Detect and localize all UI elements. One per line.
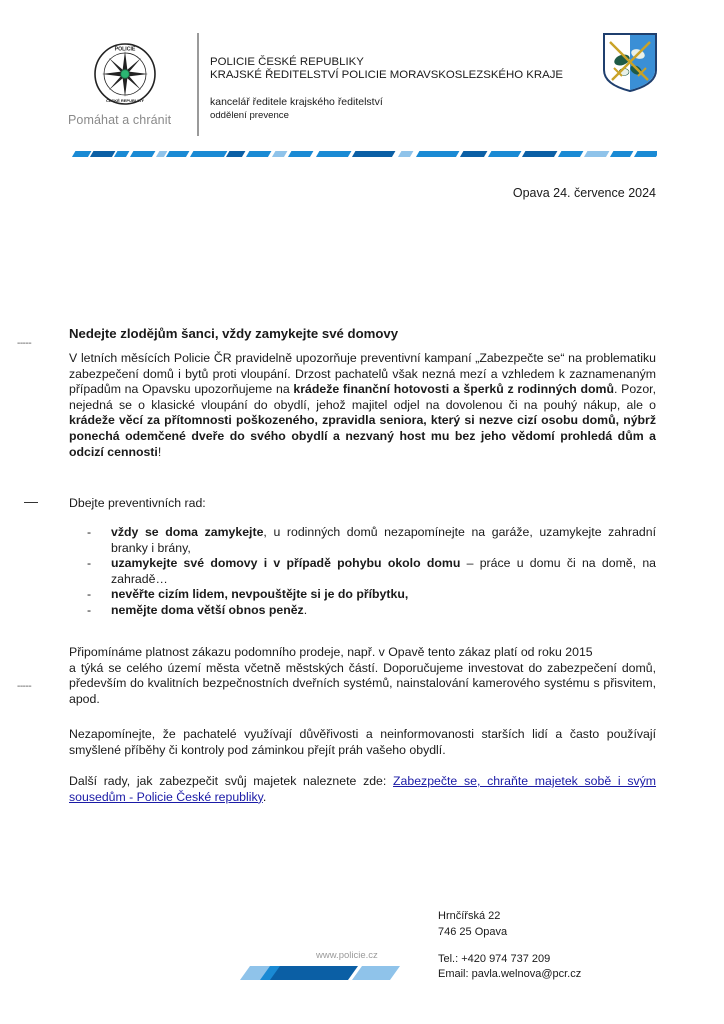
department-unit: oddělení prevence (210, 110, 289, 121)
intro-emphasis: krádeže věcí za přítomnosti poškozeného, zpravidla seniora, který si nezve cizí osobu domů, nýbrž ponechá odemčené dveře do svého obydlí a nezvaný host mu bez jeho vědomí prohledá dům a odcizí cennosti (69, 413, 656, 459)
org-region: KRAJSKÉ ŘEDITELSTVÍ POLICIE MORAVSKOSLEZSKÉHO KRAJE (210, 69, 563, 81)
advice-heading: Dbejte preventivních rad: (69, 496, 206, 510)
address-city: 746 25 Opava (438, 926, 508, 938)
letter-date: Opava 24. července 2024 (512, 186, 656, 200)
advice-list (87, 525, 656, 619)
article-title: Nedejte zlodějům šanci, vždy zamykejte své domovy (69, 326, 399, 341)
intro-text: ! (157, 444, 162, 459)
advice-item-bold: vždy se doma zamykejte (111, 525, 264, 539)
more-info-paragraph (69, 774, 656, 805)
svg-text:ČESKÉ REPUBLIKY: ČESKÉ REPUBLIKY (105, 98, 145, 103)
motto: Pomáhat a chránit (68, 113, 172, 127)
advice-item: - nevěřte cizím lidem, nevpouštějte si je do příbytku, (87, 587, 409, 602)
paragraph-line: Připomínáme platnost zákazu podomního prodeje, např. v Opavě tento zákaz platí od roku 2015 (69, 645, 593, 659)
more-info-text: Další rady, jak zabezpečit svůj majetek naleznete zde: (69, 774, 394, 788)
advice-item-text: – práce u domu či na domě, na zahradě… (111, 556, 656, 586)
contact-email: Email: pavla.welnova@pcr.cz (438, 968, 582, 980)
margin-punch-mark (24, 502, 38, 503)
header-divider (197, 33, 199, 136)
org-name: POLICIE ČESKÉ REPUBLIKY (210, 56, 364, 68)
header-stripe (70, 150, 657, 158)
coat-of-arms-icon (602, 32, 658, 92)
address-street: Hrnčířská 22 (438, 910, 501, 922)
intro-emphasis: krádeže finanční hotovosti a šperků z rodinných domů (293, 382, 614, 397)
footer-stripe (240, 966, 400, 980)
more-info-text: . (262, 789, 267, 804)
advice-item-bold: uzamykejte své domovy i v případě pohybu okolo domu (111, 556, 461, 571)
warning-paragraph: Nezapomínejte, že pachatelé využívají důvěřivosti a neinformovanosti starších lidí a často používají smyšlené příběhy či kontroly pod záminkou přejít práh vašeho obydlí. (69, 727, 656, 757)
intro-text: V letních měsících Policie ČR pravidelně upozorňuje preventivní kampaní „Zabezpečte se“ na problematiku zabezpečení domů i bytů proti vloupání. Drzost pachatelů však nezná mezí a vzhledem k zaznamenaným případům na Opavsku upozorňujeme na (69, 351, 656, 397)
paragraph-rest: a týká se celého území města včetně městských částí. Doporučujeme investovat do zabezpečení domů, především do kvalitních bezpečnostních dveřních systémů, nainstalování kamerového systému s přisvitem, apod. (69, 660, 656, 706)
police-star-badge-icon (93, 42, 157, 106)
police-logo (65, 36, 195, 136)
advice-item: - nemějte doma větší obnos peněz. (87, 602, 308, 617)
advice-item-text: , u rodinných domů nezapomínejte na garáže, uzamykejte zahradní branky i brány, (111, 525, 656, 555)
margin-fold-mark: ----- (17, 338, 32, 349)
svg-text:POLICIE: POLICIE (114, 46, 136, 53)
contact-phone: Tel.: +420 974 737 209 (438, 953, 551, 965)
advice-item: - uzamykejte své domovy i v případě pohybu okolo domu – práce u domu či na domě, na zahradě… (87, 556, 656, 586)
door-to-door-paragraph (69, 645, 656, 707)
advice-item-text: . (303, 602, 308, 617)
prevention-link[interactable]: Zabezpečte se, chraňte majetek sobě i svým sousedům - Policie České republiky (69, 774, 657, 804)
department-office: kancelář ředitele krajského ředitelství (210, 96, 383, 108)
advice-item-bold: nemějte doma větší obnos peněz (111, 602, 304, 617)
advice-item: - vždy se doma zamykejte, u rodinných domů nezapomínejte na garáže, uzamykejte zahradní branky i brány, (87, 525, 656, 555)
advice-item-bold: nevěřte cizím lidem, nevpouštějte si je do příbytku, (111, 587, 409, 602)
footer-website: www.policie.cz (316, 950, 378, 961)
intro-text: . Pozor, nejedná se o klasické vloupání do obydlí, jehož majitel odjel na dovolenou či na pouhý nákup, ale o (69, 382, 656, 412)
margin-fold-mark: ----- (17, 681, 32, 692)
intro-paragraph (69, 351, 656, 460)
